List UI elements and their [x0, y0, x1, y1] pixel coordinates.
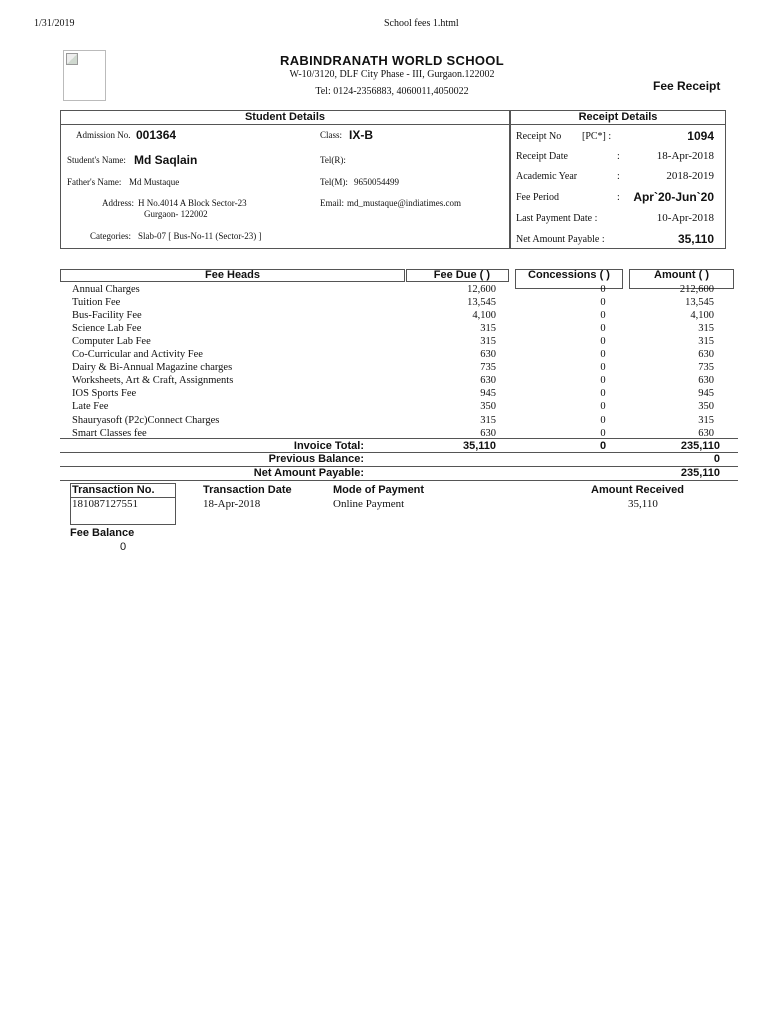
net-payable: 235,110 [680, 467, 720, 479]
receipt-date-label: Receipt Date [516, 151, 568, 162]
school-logo [63, 50, 106, 101]
fee-head: Co-Curricular and Activity Fee [72, 349, 203, 361]
table-row [72, 283, 742, 296]
email-label: Email: [320, 198, 344, 208]
fee-heads-header: Fee Heads [204, 269, 261, 281]
fee-amount: 212,600 [679, 284, 714, 295]
colon: : [617, 171, 620, 182]
payment-mode-label: Mode of Payment [333, 484, 425, 496]
table-row [72, 335, 742, 348]
fee-concession: 0 [600, 388, 606, 400]
table-row [72, 309, 742, 322]
fee-due: 630 [480, 427, 496, 439]
divider [60, 480, 738, 481]
admission-label: Admission No. [76, 130, 131, 140]
fee-head: Late Fee [72, 401, 109, 413]
academic-year: 2018-2019 [666, 170, 714, 182]
divider [60, 466, 738, 467]
fee-head: Computer Lab Fee [72, 336, 151, 348]
table-row [72, 374, 742, 387]
fee-head: Science Lab Fee [72, 323, 142, 335]
table-row [72, 387, 742, 400]
fee-due: 4,100 [472, 310, 496, 322]
fee-concession: 0 [600, 401, 606, 413]
broken-image-icon [66, 53, 78, 65]
invoice-total-concession: 0 [599, 440, 607, 452]
receipt-no: 1094 [687, 129, 714, 143]
fee-amount: 315 [698, 336, 714, 348]
address-line-2: Gurgaon- 122002 [144, 209, 208, 219]
fee-amount: 945 [698, 388, 714, 400]
fee-due: 315 [480, 323, 496, 335]
fee-concession: 0 [600, 375, 606, 387]
fee-period-label: Fee Period [516, 192, 560, 203]
previous-balance-label: Previous Balance: [268, 453, 364, 465]
table-row [72, 322, 742, 335]
colon: : [617, 192, 620, 203]
fee-concession: 0 [600, 414, 606, 426]
amount-received: 35,110 [628, 498, 658, 510]
fee-amount: 13,545 [685, 297, 714, 309]
fee-concession: 0 [600, 310, 606, 322]
fee-concession: 0 [600, 362, 606, 374]
net-amount-label: Net Amount Payable : [516, 234, 605, 245]
admission-no: 001364 [136, 128, 177, 142]
previous-balance: 0 [713, 453, 720, 465]
student-name-label: Student's Name: [67, 155, 126, 165]
fee-amount: 315 [698, 414, 714, 426]
fee-amount: 315 [698, 323, 714, 335]
class-label: Class: [320, 130, 343, 140]
fee-due: 12,600 [467, 284, 496, 295]
last-payment-label: Last Payment Date : [516, 213, 598, 224]
doc-title: Fee Receipt [653, 79, 721, 93]
fee-amount: 735 [698, 362, 714, 374]
print-date: 1/31/2019 [34, 18, 75, 29]
address-line-1: H No.4014 A Block Sector-23 [138, 198, 247, 208]
tel-r-label: Tel(R): [320, 155, 346, 165]
academic-year-label: Academic Year [516, 171, 578, 182]
fee-amount: 4,100 [690, 310, 714, 322]
class-value: IX-B [349, 128, 373, 142]
fee-amount: 630 [698, 375, 714, 387]
fee-due: 350 [480, 401, 496, 413]
fee-concession: 0 [600, 349, 606, 361]
fee-balance-label: Fee Balance [70, 527, 135, 539]
totals-divider [60, 438, 738, 439]
divider [60, 452, 738, 453]
fee-amount: 350 [698, 401, 714, 413]
fee-concession: 0 [600, 284, 606, 295]
last-payment-date: 10-Apr-2018 [656, 212, 714, 224]
fee-head: Bus-Facility Fee [72, 310, 142, 322]
fee-head: Annual Charges [72, 284, 140, 295]
table-row [72, 414, 742, 427]
net-amount: 35,110 [677, 232, 714, 246]
fee-head: Smart Classes fee [72, 427, 147, 439]
invoice-total-due: 35,110 [462, 440, 496, 452]
fee-due: 13,545 [467, 297, 496, 309]
fee-amount: 630 [698, 349, 714, 361]
student-details-title: Student Details [244, 111, 326, 123]
transaction-date: 18-Apr-2018 [203, 498, 261, 510]
amount-received-label: Amount Received [591, 484, 684, 496]
payment-mode: Online Payment [333, 498, 405, 510]
transaction-date-label: Transaction Date [203, 484, 292, 496]
fee-concession: 0 [600, 427, 606, 439]
receipt-date: 18-Apr-2018 [656, 150, 714, 162]
school-tel: Tel: 0124-2356883, 4060011,4050022 [315, 86, 469, 97]
net-payable-label: Net Amount Payable: [253, 467, 364, 479]
fee-head: Shauryasoft (P2c)Connect Charges [72, 414, 220, 426]
concessions-header: Concessions ( ) [528, 269, 610, 281]
table-row [72, 296, 742, 309]
table-row [72, 361, 742, 374]
fee-due: 630 [480, 375, 496, 387]
transaction-no-label: Transaction No. [72, 484, 155, 496]
tel-m-label: Tel(M): [320, 177, 348, 187]
fee-due-header: Fee Due ( ) [433, 269, 490, 281]
student-name: Md Saqlain [134, 153, 198, 167]
categories-value: Slab-07 [ Bus-No-11 (Sector-23) ] [138, 231, 262, 241]
fee-head: Tuition Fee [72, 297, 121, 309]
fee-due: 630 [480, 349, 496, 361]
school-name: RABINDRANATH WORLD SCHOOL [280, 53, 504, 68]
fee-concession: 0 [600, 336, 606, 348]
categories-label: Categories: [90, 231, 131, 241]
fee-period: Apr`20-Jun`20 [633, 190, 714, 204]
fee-due: 315 [480, 336, 496, 348]
father-name-label: Father's Name: [67, 177, 122, 187]
invoice-total-label: Invoice Total: [293, 440, 364, 452]
fee-concession: 0 [600, 297, 606, 309]
fee-balance-value: 0 [120, 541, 127, 553]
print-file-name: School fees 1.html [384, 18, 459, 29]
table-row [72, 348, 742, 361]
invoice-total-amount: 235,110 [680, 440, 720, 452]
fee-due: 735 [480, 362, 496, 374]
school-address: W-10/3120, DLF City Phase - III, Gurgaon.122002 [289, 69, 495, 80]
transaction-no: 181087127551 [72, 498, 138, 510]
colon: : [617, 151, 620, 162]
fee-head: Dairy & Bi-Annual Magazine charges [72, 362, 233, 374]
receipt-no-tag: [PC*] : [582, 131, 612, 142]
fee-amount: 630 [698, 427, 714, 439]
divider [60, 124, 510, 125]
amount-header: Amount ( ) [654, 269, 709, 281]
table-row [72, 400, 742, 413]
fee-concession: 0 [600, 323, 606, 335]
tel-m-value: 9650054499 [354, 177, 399, 187]
address-label: Address: [102, 198, 134, 208]
fee-head: IOS Sports Fee [72, 388, 137, 400]
divider [510, 124, 726, 125]
receipt-no-label: Receipt No [516, 131, 562, 142]
email-value: md_mustaque@indiatimes.com [347, 198, 462, 208]
fee-due: 315 [480, 414, 496, 426]
fee-head: Worksheets, Art & Craft, Assignments [72, 375, 234, 387]
receipt-details-title: Receipt Details [578, 111, 658, 123]
father-name: Md Mustaque [129, 177, 180, 187]
fee-due: 945 [480, 388, 496, 400]
